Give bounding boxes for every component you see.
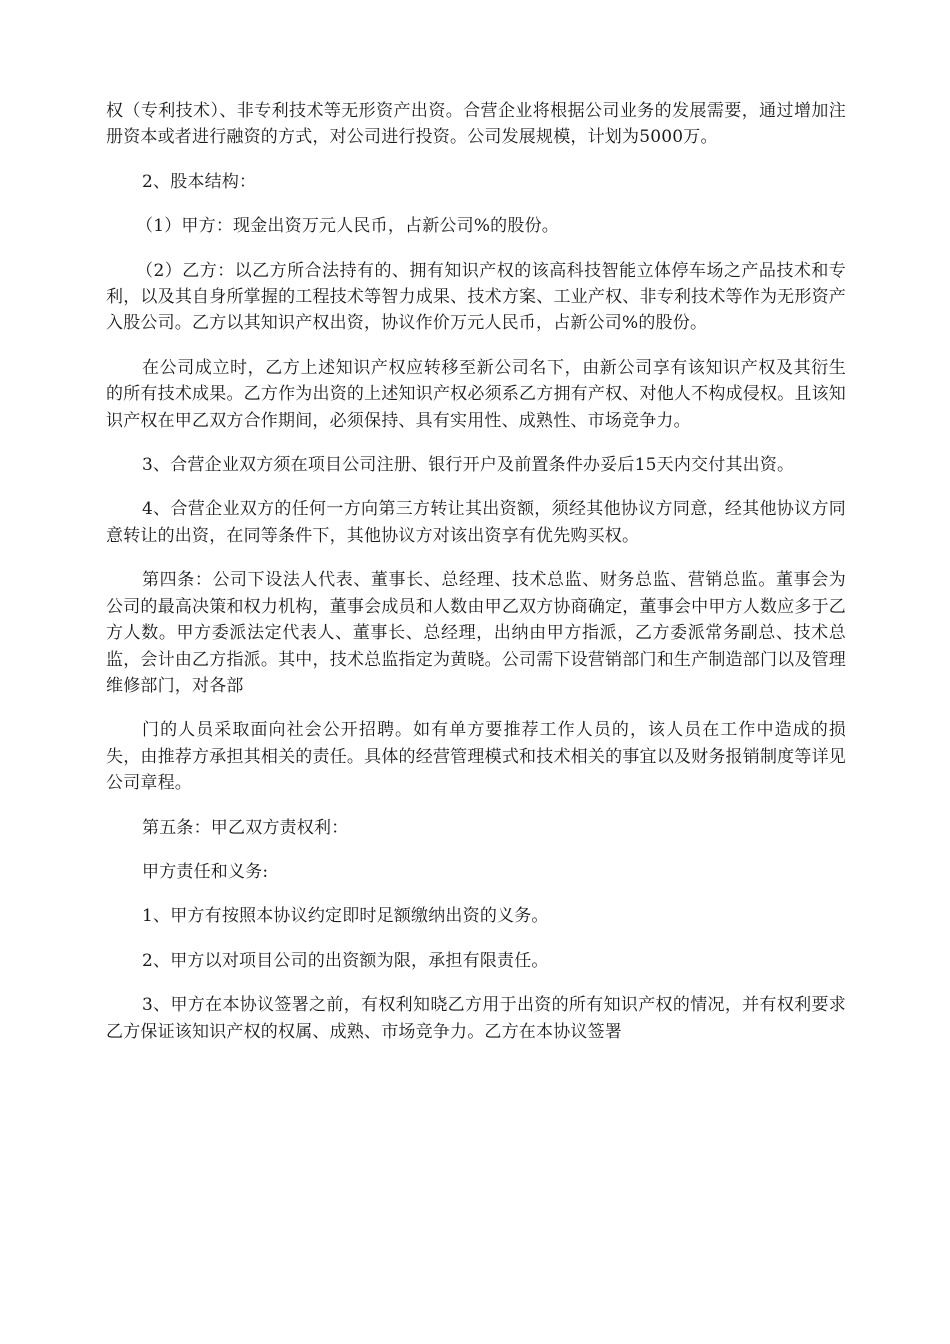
document-page [106, 98, 846, 1063]
paragraph-11: 甲方责任和义务: [142, 861, 269, 882]
paragraph-2: 2、股本结构： [142, 171, 257, 192]
paragraph-3: （1）甲方：现金出资万元人民币，占新公司%的股份。 [136, 216, 559, 237]
paragraph-8: 第四条：公司下设法人代表、董事长、总经理、技术总监、财务总监、营销总监。董事会为公司的最高决策和权力机构，董事会成员和人数由甲乙双方协商确定，董事会中甲方人数应多于乙方人数。甲方委派法定代表人、董事长、总经理，出纳由甲方指派，乙方委派常务副总、技术总监，会计由乙方指派。其中，技术总监指定为黄晓。公司需下设营销部门和生产制造部门以及管理维修部门，对各部 [106, 570, 846, 696]
paragraph-10: 第五条：甲乙双方责权利： [142, 817, 349, 838]
paragraph-9: 门的人员采取面向社会公开招聘。如有单方要推荐工作人员的，该人员在工作中造成的损失，由推荐方承担其相关的责任。具体的经营管理模式和技术相关的事宜以及财务报销制度等详见公司章程。 [106, 720, 846, 794]
paragraph-4: （2）乙方：以乙方所合法持有的、拥有知识产权的该高科技智能立体停车场之产品技术和专利，以及其自身所掌握的工程技术等智力成果、技术方案、工业产权、非专利技术等作为无形资产入股公司。乙方以其知识产权出资，协议作价万元人民币，占新公司%的股份。 [106, 260, 846, 334]
paragraph-6: 3、合营企业双方须在项目公司注册、银行开户及前置条件办妥后15天内交付其出资。 [142, 455, 795, 476]
paragraph-13: 2、甲方以对项目公司的出资额为限，承担有限责任。 [142, 950, 549, 971]
paragraph-12: 1、甲方有按照本协议约定即时足额缴纳出资的义务。 [142, 906, 549, 927]
paragraph-7: 4、合营企业双方的任何一方向第三方转让其出资额，须经其他协议方同意，经其他协议方同意转让的出资，在同等条件下，其他协议方对该出资享有优先购买权。 [106, 499, 846, 546]
paragraph-5: 在公司成立时，乙方上述知识产权应转移至新公司名下，由新公司享有该知识产权及其衍生的所有技术成果。乙方作为出资的上述知识产权必须系乙方拥有产权、对他人不构成侵权。且该知识产权在甲乙双方合作期间，必须保持、具有实用性、成熟性、市场竞争力。 [106, 357, 846, 431]
paragraph-1: 权（专利技术）、非专利技术等无形资产出资。合营企业将根据公司业务的发展需要，通过增加注册资本或者进行融资的方式，对公司进行投资。公司发展规模，计划为5000万。 [106, 101, 846, 148]
paragraph-14: 3、甲方在本协议签署之前，有权利知晓乙方用于出资的所有知识产权的情况，并有权利要求乙方保证该知识产权的权属、成熟、市场竞争力。乙方在本协议签署 [106, 995, 846, 1042]
